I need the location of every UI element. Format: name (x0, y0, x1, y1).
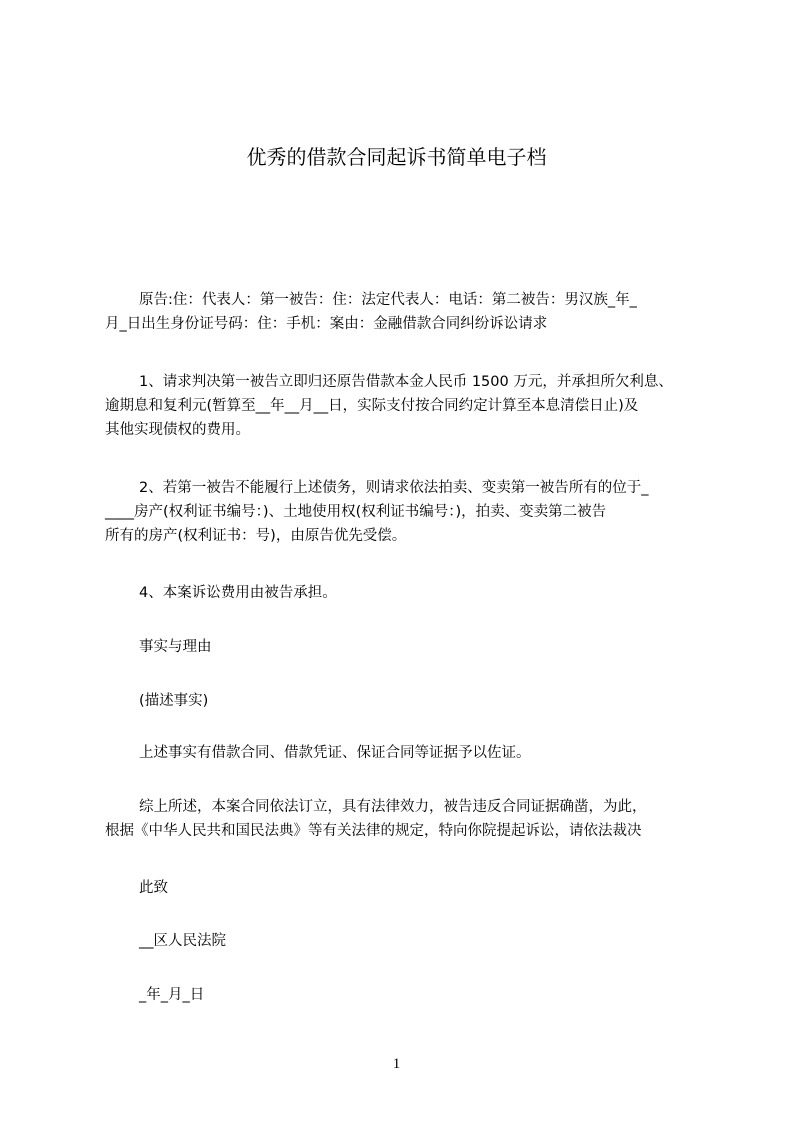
summary-paragraph (105, 795, 705, 843)
parties-paragraph (105, 288, 705, 336)
date-line (105, 983, 705, 1007)
claim-4-paragraph (105, 581, 705, 605)
evidence-paragraph (105, 741, 705, 765)
claim-2-paragraph (105, 476, 705, 548)
text-line: 事实与理由 (139, 639, 212, 655)
text-line: _年_月_日 (139, 987, 205, 1003)
text-line: 根据《中华人民共和国民法典》等有关法律的规定，特向你院提起诉讼，请依法裁决 (105, 823, 642, 839)
document-title: 优秀的借款合同起诉书简单电子档 (246, 145, 547, 169)
text-line: 月_日出生身份证号码：住：手机：案由：金融借款合同纠纷诉讼请求 (105, 316, 548, 332)
text-line: 此致 (139, 880, 168, 896)
salutation (105, 876, 705, 900)
claim-1-paragraph (105, 370, 705, 442)
text-line: 所有的房产(权利证书：号)，由原告优先受偿。 (105, 528, 407, 544)
text-line: __区人民法院 (139, 933, 226, 949)
text-line: (描述事实) (139, 693, 209, 709)
text-line: 上述事实有借款合同、借款凭证、保证合同等证据予以佐证。 (139, 745, 531, 761)
facts-description-paragraph (105, 689, 705, 713)
text-line: 逾期息和复利元(暂算至__年__月__日，实际支付按合同约定计算至本息清偿日止)及 (105, 398, 639, 414)
court-name (105, 929, 705, 953)
page-number: 1 (392, 1056, 401, 1072)
text-line: 其他实现债权的费用。 (105, 422, 250, 438)
text-line: 4、本案诉讼费用由被告承担。 (139, 585, 337, 601)
text-line: 综上所述，本案合同依法订立，具有法律效力，被告违反合同证据确凿，为此， (139, 799, 647, 815)
text-line: 2、若第一被告不能履行上述债务，则请求依法拍卖、变卖第一被告所有的位于_ (139, 480, 649, 496)
text-line: 原告:住：代表人：第一被告：住：法定代表人：电话：第二被告：男汉族_年_ (139, 292, 637, 308)
text-line: ____房产(权利证书编号：)、土地使用权(权利证书编号：)，拍卖、变卖第二被告 (105, 504, 607, 520)
facts-heading (105, 635, 705, 659)
text-line: 1、请求判决第一被告立即归还原告借款本金人民币 1500 万元，并承担所欠利息、 (139, 374, 673, 390)
